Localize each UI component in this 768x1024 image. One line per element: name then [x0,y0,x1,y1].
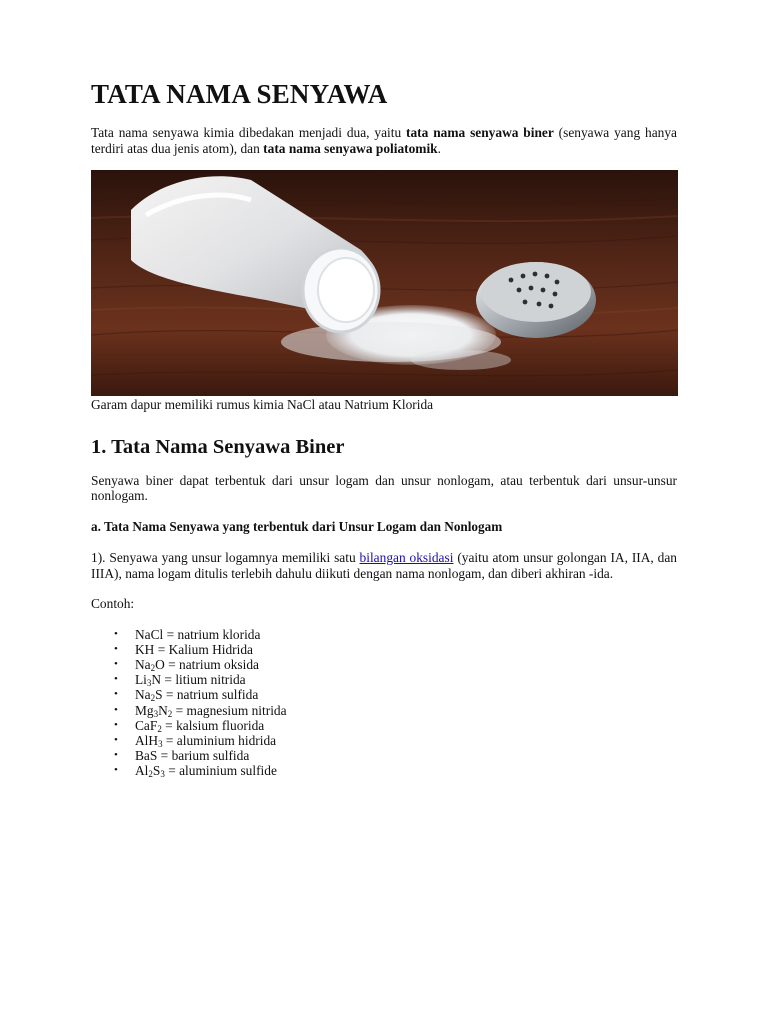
list-item [91,748,677,763]
bullet-icon: • [114,688,118,701]
formula-text: = kalsium fluorida [161,717,265,733]
formula-subscript: 2 [150,662,156,673]
list-item [91,687,677,702]
bullet-icon: • [114,673,118,686]
intro-bold-biner: tata nama senyawa biner [406,125,554,140]
formula-text: Al [135,763,149,779]
bilangan-oksidasi-link[interactable]: bilangan oksidasi [359,550,454,565]
formula-text: O = natrium oksida [155,656,260,672]
formula-subscript: 3 [146,678,152,689]
bullet-icon: • [114,703,118,716]
formula-subscript: 3 [160,769,165,780]
formula-text: S = natrium sulfida [155,687,259,703]
biner-paragraph: Senyawa biner dapat terbentuk dari unsur logam dan unsur nonlogam, atau terbentuk dari unsur-unsur nonlogam. [91,472,677,503]
bullet-icon: • [114,733,118,746]
list-item [91,703,677,718]
rule-1-text-pre: 1). Senyawa yang unsur logamnya memiliki satu [91,550,360,565]
contoh-label: Contoh: [91,596,135,611]
list-item [91,718,677,733]
formula-text: Na [135,687,151,703]
intro-text-1: Tata nama senyawa kimia dibedakan menjadi dua, yaitu [91,125,407,140]
formula-subscript: 2 [150,693,156,704]
examples-list [91,627,677,779]
salt-shaker-photo [91,170,678,396]
formula-subscript: 2 [167,708,173,719]
formula-text: N = litium nitrida [151,672,246,688]
formula-text: = magnesium nitrida [172,702,287,718]
bullet-icon: • [114,642,118,655]
formula-text: N [158,702,168,718]
formula-subscript: 3 [158,738,163,749]
formula-text: = aluminium hidrida [162,732,277,748]
formula-text: BaS = barium sulfida [135,748,250,764]
subsection-heading-a: a. Tata Nama Senyawa yang terbentuk dari Unsur Logam dan Nonlogam [91,518,503,534]
formula-text: Li [135,672,147,688]
document-content [91,78,677,779]
formula-text: Mg [135,702,154,718]
bullet-icon: • [114,657,118,670]
formula-subscript: 3 [153,708,159,719]
page-title: TATA NAMA SENYAWA [91,79,388,109]
list-item [91,763,677,778]
intro-bold-poliatomik: tata nama senyawa poliatomik [263,140,438,156]
bullet-icon: • [114,627,118,640]
bullet-icon: • [114,749,118,762]
list-item [91,657,677,672]
formula-text: = aluminium sulfide [164,763,277,779]
section-heading-biner: 1. Tata Nama Senyawa Biner [91,435,345,458]
formula-subscript: 2 [157,723,162,734]
formula-text: KH = Kalium Hidrida [135,641,254,657]
image-caption: Garam dapur memiliki rumus kimia NaCl atau Natrium Klorida [91,397,434,412]
intro-text-3: . [437,140,441,156]
rule-1-paragraph [91,550,677,581]
list-item [91,672,677,687]
bullet-icon: • [114,764,118,777]
intro-paragraph [91,125,677,156]
intro-text-2: (senyawa yang hanya terdiri atas dua jenis atom), dan [91,125,677,156]
formula-text: AlH [135,732,159,748]
list-item [91,627,677,642]
formula-text: S [152,763,161,779]
formula-text: CaF [135,717,158,733]
rule-1-text-post: (yaitu atom unsur golongan IA, IIA, dan IIIA), nama logam ditulis terlebih dahulu diikuti dengan nama nonlogam, dan diberi akhiran -ida. [91,550,677,581]
formula-subscript: 2 [148,769,153,780]
formula-text: NaCl = natrium klorida [135,626,261,642]
formula-text: Na [135,656,151,672]
list-item [91,642,677,657]
bullet-icon: • [114,718,118,731]
list-item [91,733,677,748]
